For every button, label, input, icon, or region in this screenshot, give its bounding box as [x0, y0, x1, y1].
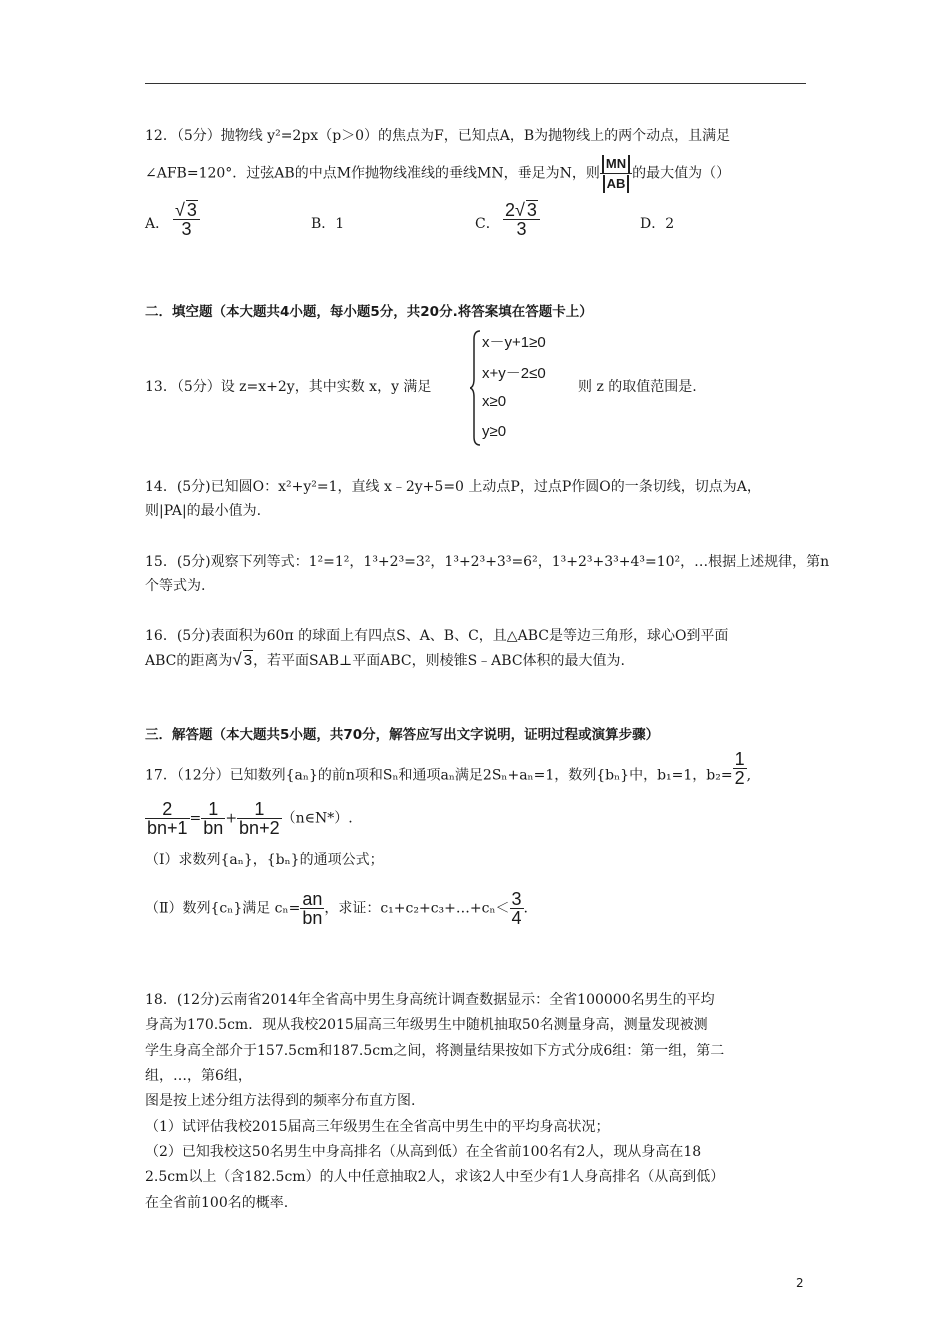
q18-line1: 18．(12分)云南省2014年全省高中男生身高统计调查数据显示：全省100000名男生的平均 — [145, 992, 715, 1008]
q17-rec-plus: + — [225, 810, 238, 827]
left-brace-icon — [470, 329, 482, 447]
q17-rec-n2: 1 — [201, 800, 225, 819]
q12-line2 — [145, 154, 730, 193]
q14-line2: 则|PA|的最小值为. — [145, 503, 262, 519]
q17-rec-frac2 — [201, 800, 225, 837]
q13-constraint-3: x≥0 — [482, 393, 507, 410]
q17-rec-tail: （n∈N*）. — [281, 810, 353, 827]
q13-constraint-4: y≥0 — [482, 423, 507, 440]
q17-rec-eq: = — [189, 810, 202, 827]
q13-tail: 则 z 的取值范围是. — [578, 379, 697, 395]
q12-fraction — [600, 154, 632, 193]
q18-line8: 2.5cm以上（含182.5cm）的人中任意抽取2人，求该2人中至少有1人身高排名（从高到低） — [145, 1169, 725, 1185]
q17-recurrence — [145, 800, 353, 837]
q12-line1: 12．（5分）抛物线 y²=2px（p＞0）的焦点为F，已知点A，B为抛物线上的两个动点，且满足 — [145, 128, 731, 144]
q12-optA-rad: 3 — [186, 200, 197, 220]
q17-part2-tail: . — [523, 900, 528, 917]
q16-line2: ABC的距离为√ 3，若平面SAB⊥平面ABC，则棱锥S﹣ABC体积的最大值为. — [145, 650, 625, 669]
q12-optA-den: 3 — [181, 219, 192, 239]
q17-bound-den: 4 — [511, 908, 522, 928]
q18-line9: 在全省前100名的概率. — [145, 1195, 289, 1211]
q17-b2-tail: , — [746, 767, 752, 784]
q17-bound-frac — [510, 890, 524, 927]
q12-optC-rad: 3 — [526, 200, 537, 220]
q18-line3: 学生身高全部介于157.5cm和187.5cm之间，将测量结果按如下方式分成6组：第一组，第二 — [145, 1043, 725, 1059]
q15-line2: 个等式为. — [145, 578, 206, 594]
q17-rec-d1: bn+1 — [147, 818, 188, 838]
q18-line2: 身高为170.5cm．现从我校2015届高三年级男生中随机抽取50名测量身高，测量发现被测 — [145, 1017, 708, 1033]
q16-line1: 16．(5分)表面积为60π 的球面上有四点S、A、B、C，且△ABC是等边三角形，球心O到平面 — [145, 628, 729, 644]
q13-constraint-system — [470, 329, 580, 447]
q17-rec-frac3 — [237, 800, 282, 837]
q17-cn-den: bn — [302, 908, 323, 928]
q12-frac-den: AB — [603, 175, 630, 193]
q12-optC-frac: $\frac{2√ 3}{3}$ — [503, 200, 540, 238]
q12-optC-coef: 2 — [505, 200, 516, 220]
q16-radicand: 3 — [243, 652, 253, 669]
q18-line5: 图是按上述分组方法得到的频率分布直方图. — [145, 1093, 416, 1109]
q17-rec-d3: bn+2 — [239, 818, 280, 838]
q13-constraint-1: x－y+1≥0 — [482, 334, 546, 351]
q17-part2-mid: ，求证：c₁+c₂+c₃+…+cₙ＜ — [324, 900, 510, 917]
q17-rec-n3: 1 — [237, 800, 282, 819]
q17-b2-den: 2 — [734, 768, 745, 788]
q12-line2-text: ∠AFB=120°．过弦AB的中点M作抛物线准线的垂线MN，垂足为N，则 — [145, 165, 600, 182]
q17-cn-frac — [300, 890, 324, 927]
q12-optC-den: 3 — [516, 219, 527, 239]
page-number: 2 — [796, 1276, 804, 1290]
q17-rec-frac1 — [145, 800, 190, 837]
header-rule — [145, 83, 806, 84]
q18-line7: （2）已知我校这50名男生中身高排名（从高到低）在全省前100名有2人，现从身高在18 — [145, 1144, 702, 1160]
q12-optB: B．1 — [311, 216, 345, 232]
q12-optC-label: C． — [475, 216, 500, 232]
q12-optA-frac: $\frac{√ 3}{3}$ — [173, 200, 200, 238]
q14-line1: 14．(5分)已知圆O：x²+y²=1，直线 x﹣2y+5=0 上动点P，过点P作圆O的一条切线，切点为A， — [145, 479, 761, 495]
q17-part1: （Ⅰ）求数列{aₙ}，{bₙ}的通项公式； — [145, 852, 384, 868]
q17-b2-frac — [733, 750, 747, 787]
q17-line1-text: 17．（12分）已知数列{aₙ}的前n项和Sₙ和通项aₙ满足2Sₙ+aₙ=1，数列{bₙ}中，b₁=1，b₂= — [145, 767, 733, 784]
q12-optA-label: A． — [145, 216, 170, 232]
q12-frac-num: MN — [602, 155, 630, 173]
section3-title: 三．解答题（本大题共5小题，共70分，解答应写出文字说明，证明过程或演算步骤） — [145, 727, 660, 743]
q13-constraint-2: x+y－2≤0 — [482, 365, 546, 382]
q17-cn-num: an — [302, 889, 323, 909]
q17-rec-d2: bn — [203, 818, 224, 838]
q12-line2-tail: 的最大值为（） — [632, 165, 731, 182]
q17-part2-text: （Ⅱ）数列{cₙ}满足 cₙ= — [145, 900, 301, 917]
q16-line2-tail: ，若平面SAB⊥平面ABC，则棱锥S﹣ABC体积的最大值为. — [253, 653, 625, 669]
q18-line4: 组，…，第6组， — [145, 1068, 252, 1084]
q16-line2-text: ABC的距离为 — [145, 653, 233, 669]
q17-part2 — [145, 890, 528, 927]
q17-line1 — [145, 749, 752, 788]
q13-line — [145, 377, 431, 397]
q12-optD: D．2 — [640, 216, 675, 232]
q17-rec-n1: 2 — [145, 800, 190, 819]
q18-line6: （1）试评估我校2015届高三年级男生在全省高中男生中的平均身高状况； — [145, 1119, 610, 1135]
q17-b2-num: 1 — [734, 749, 745, 769]
q13-text: 13．（5分）设 z=x+2y，其中实数 x，y 满足 — [145, 379, 432, 395]
q17-bound-num: 3 — [511, 889, 522, 909]
q15-line1: 15．(5分)观察下列等式：1²=1²，1³+2³=3²，1³+2³+3³=6²，1³+2³+3³+4³=10²，…根据上述规律，第n — [145, 554, 830, 570]
section2-title: 二．填空题（本大题共4小题，每小题5分，共20分.将答案填在答题卡上） — [145, 304, 593, 320]
